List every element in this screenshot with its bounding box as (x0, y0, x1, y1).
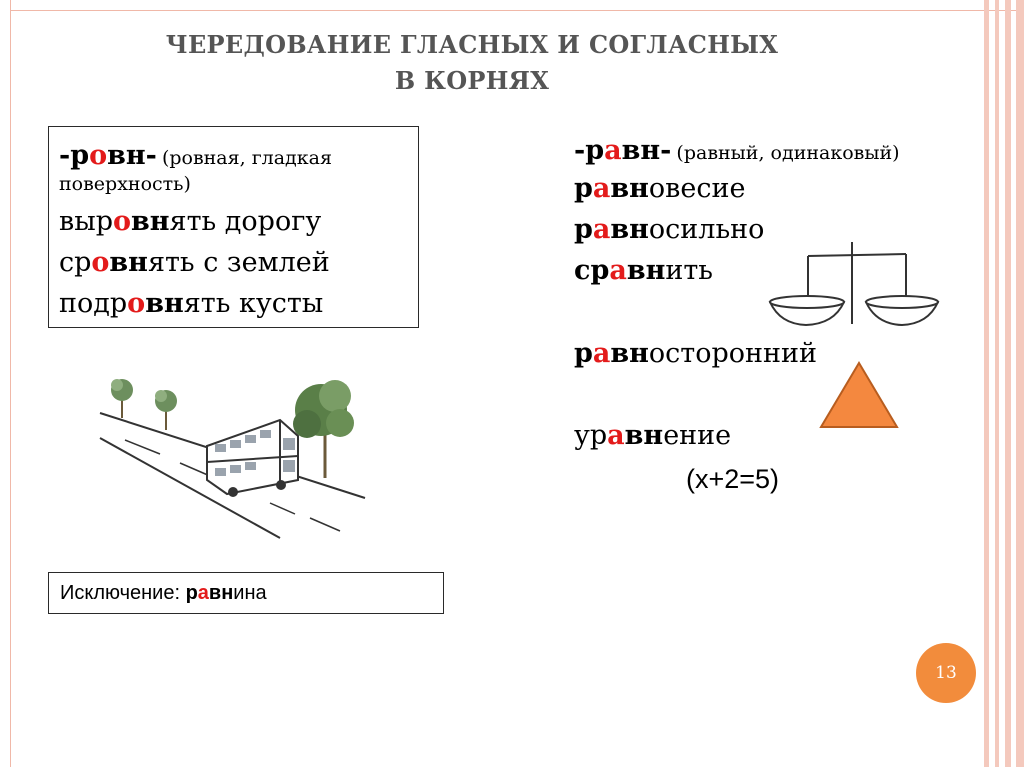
slide-title-line2: В КОРНЯХ (394, 66, 550, 95)
example-word: равносильно (574, 214, 765, 245)
root-meaning: (ровная, гладкая (161, 147, 332, 169)
exception-box (48, 572, 444, 614)
slide-title-line1: ЧЕРЕДОВАНИЕ ГЛАСНЫХ И СОГЛАСНЫХ (165, 30, 779, 59)
example-word: подровнять кусты (59, 288, 324, 319)
equation: (x+2=5) (686, 464, 780, 494)
frame-top-line (10, 10, 1024, 11)
exception-label: Исключение: (60, 582, 186, 604)
root-meaning-cont: поверхность) (59, 173, 191, 195)
exception-line: Исключение: равнина (60, 582, 267, 604)
page-number-badge: 13 (916, 643, 976, 703)
example-word: равносторонний (574, 338, 818, 369)
root-vowel: а (604, 135, 622, 166)
root-text: -р (574, 135, 605, 166)
example-word: уравнение (574, 420, 732, 451)
frame-stripe (984, 0, 989, 767)
frame-left-line (10, 0, 11, 767)
root-text: -р (59, 140, 90, 171)
frame-stripe (995, 0, 999, 767)
triangle-icon (818, 360, 900, 430)
example-word: сравнить (574, 255, 713, 286)
root-meaning: (равный, одинаковый) (676, 142, 900, 164)
balance-scale-icon (766, 240, 942, 332)
root-text: вн- (621, 135, 672, 166)
root-vowel: о (89, 140, 108, 171)
ravn-root-line (574, 130, 900, 171)
frame-stripe (1016, 0, 1024, 767)
example-word: выровнять дорогу (59, 206, 322, 237)
rovn-root-line (59, 135, 332, 176)
example-word: сровнять с землей (59, 247, 330, 278)
root-text: вн- (107, 140, 157, 171)
road-bus-illustration (95, 368, 375, 543)
frame-stripe (1005, 0, 1011, 767)
rovn-rule-box (48, 126, 419, 328)
example-word: равновесие (574, 173, 746, 204)
